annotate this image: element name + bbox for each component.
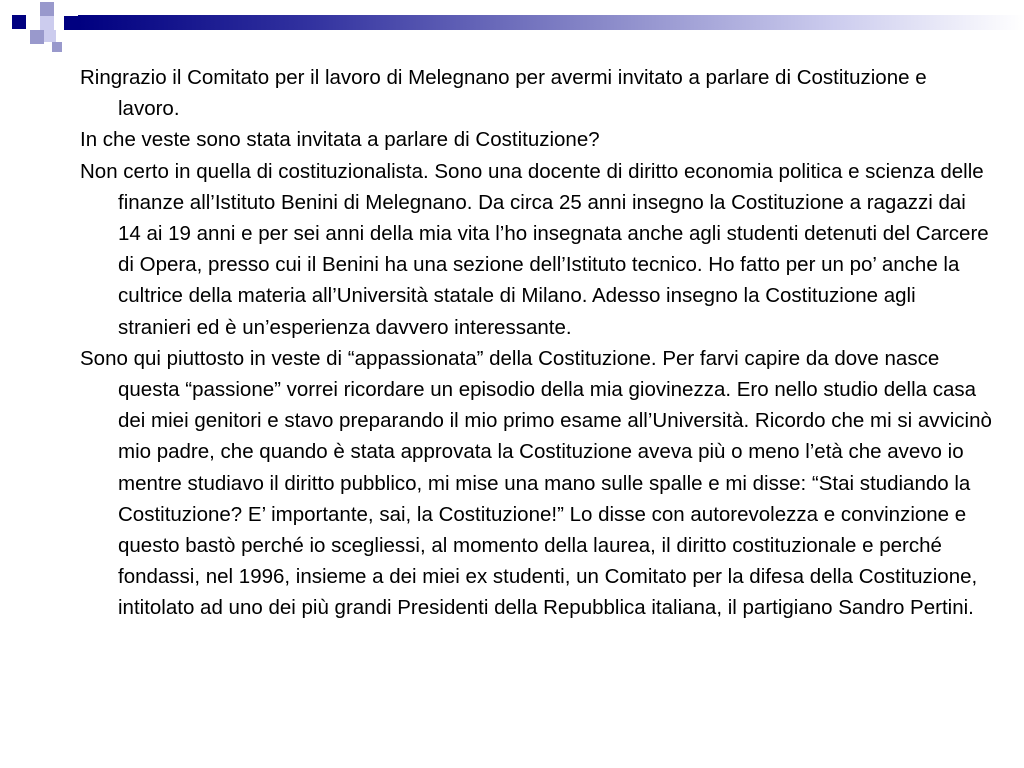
paragraph-thanks: Ringrazio il Comitato per il lavoro di Melegnano per avermi invitato a parlare di Costituzione e lavoro. [80,66,927,121]
navy-square [12,15,26,29]
decorative-squares-logo [0,0,90,60]
paragraph-passion: Sono qui piuttosto in veste di “appassionata” della Costituzione. Per farvi capire da dove nasce questa “passione” vorrei ricordare un episodio della mia giovinezza. Ero nello studio della casa dei miei genitori e stavo preparando il mio primo esame all’Università. Ricordo che mi si avvicinò mio padre, che quando è stata approvata la Costituzione aveva più o meno l’età che avevo io mentre studiavo il diritto pubblico, mi mise una mano sulle spalle e mi disse: “Stai studiando la Costituzione? E’ importante, sai, la Costituzione!” Lo disse con autorevolezza e convinzione e questo bastò perché io scegliessi, al momento della laurea, il diritto costituzionale e perché fondassi, nel 1996, insieme a dei miei ex studenti, un Comitato per la difesa della Costituzione, intitolato ad uno dei più grandi Presidenti della Repubblica italiana, il partigiano Sandro Pertini. [80,346,992,620]
light-lavender-square [44,30,56,42]
light-lavender-square [40,16,54,30]
paragraph-role: Non certo in quella di costituzionalista. Sono una docente di diritto economia politica e scienza delle finanze all’Istituto Benini di Melegnano. Da circa 25 anni insegno la Costituzione a ragazzi dai 14 ai 19 anni e per sei anni della mia vita l’ho insegnata anche agli studenti detenuti del Carcere di Opera, presso cui il Benini ha una sezione dell’Istituto tecnico. Ho fatto per un po’ anche la cultrice della materia all’Università statale di Milano. Adesso insegno la Costituzione agli stranieri ed è un’esperienza davvero interessante. [80,159,989,339]
slide-body [80,62,992,624]
header-gradient-bar [78,15,1024,30]
paragraph-question: In che veste sono stata invitata a parlare di Costituzione? [80,128,600,152]
navy-square [64,16,78,30]
lavender-square [40,2,54,16]
lavender-square [30,30,44,44]
lavender-square [52,42,62,52]
